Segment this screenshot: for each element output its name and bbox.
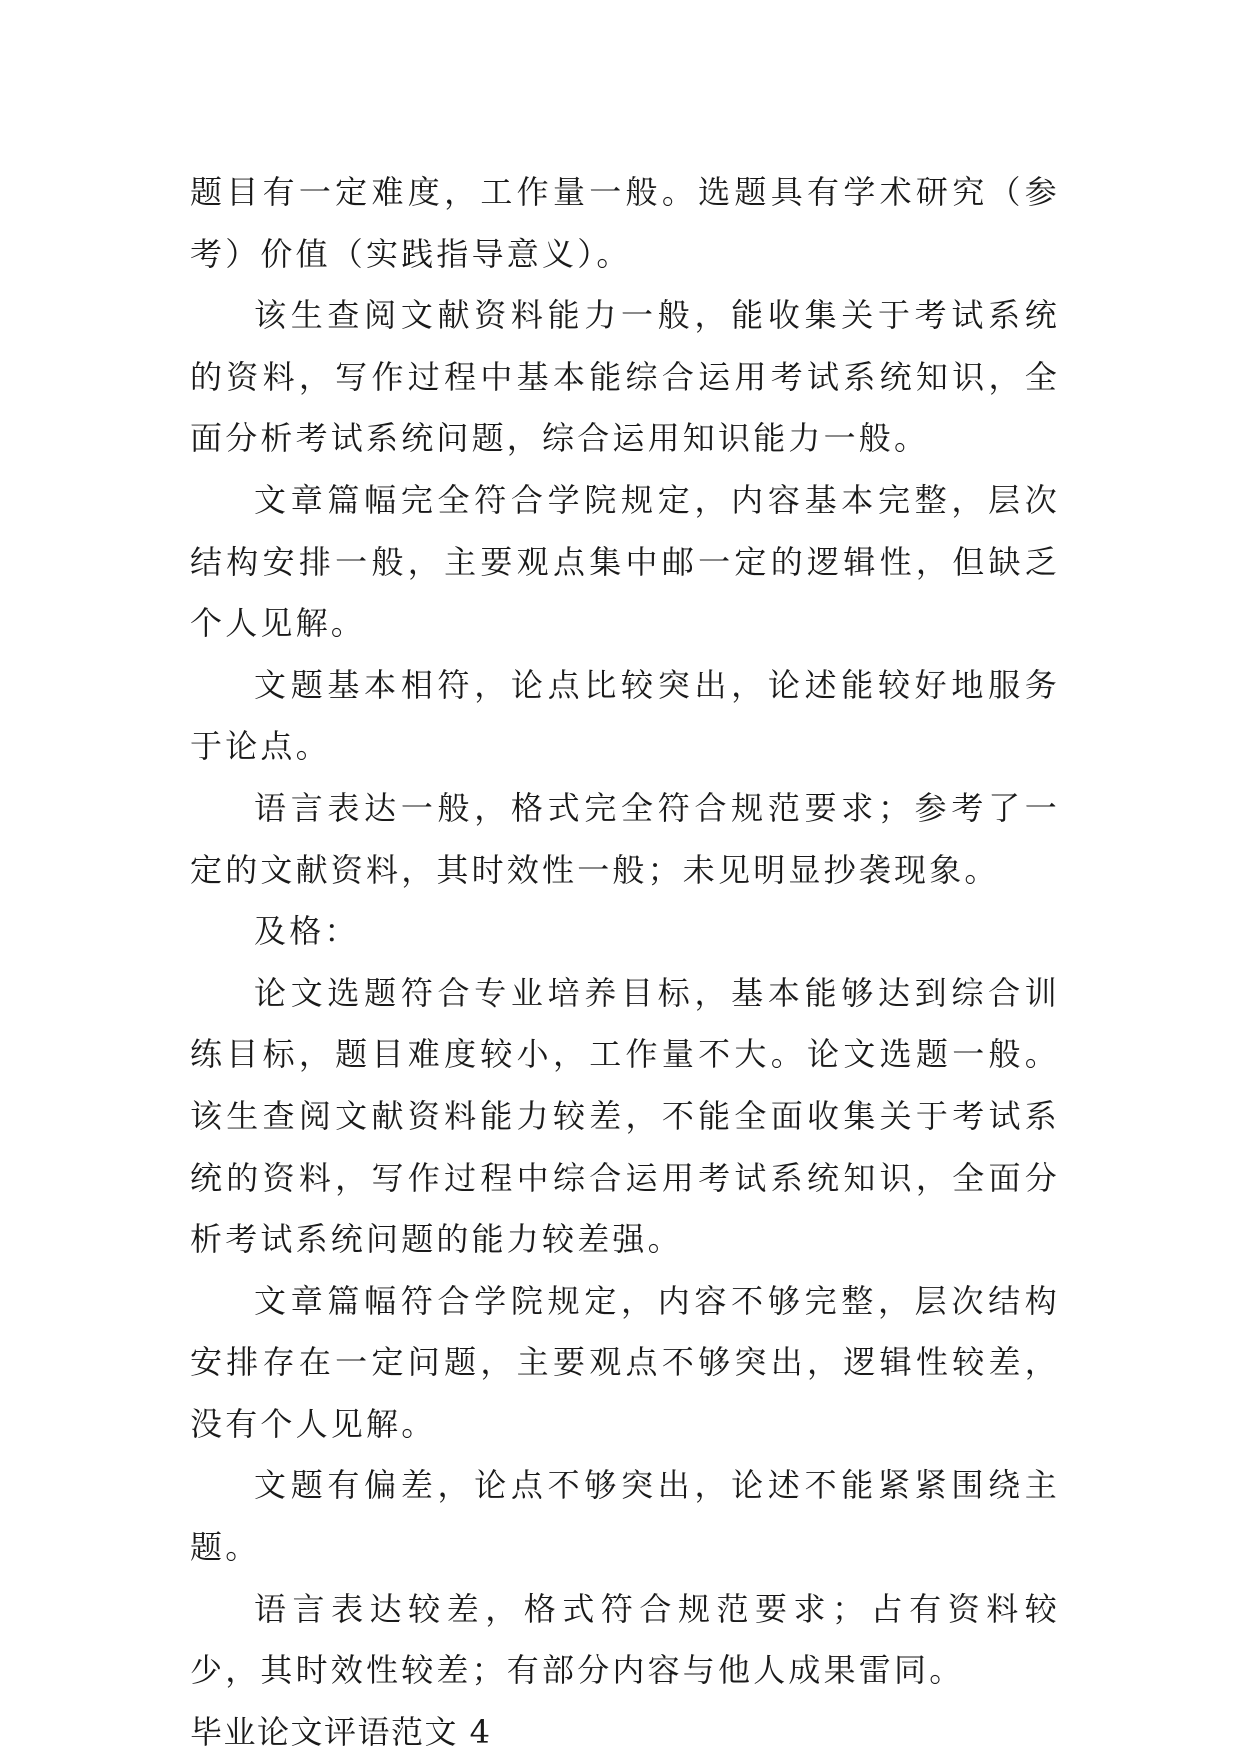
paragraph-continuation: 题目有一定难度，工作量一般。选题具有学术研究（参考）价值（实践指导意义）。 — [190, 173, 1060, 273]
paragraph-pass-language: 语言表达较差，格式符合规范要求；占有资料较少，其时效性较差；有部分内容与他人成果雷同。 — [190, 1589, 1060, 1690]
paragraph-literature-ability: 该生查阅文献资料能力一般，能收集关于考试系统的资料，写作过程中基本能综合运用考试系统知识，全面分析考试系统问题，综合运用知识能力一般。 — [190, 296, 1060, 458]
paragraph-language: 语言表达一般，格式完全符合规范要求；参考了一定的文献资料，其时效性一般；未见明显抄袭现象。 — [190, 788, 1060, 889]
grade-label-pass: 及格： — [254, 912, 360, 951]
paragraph-pass-structure: 文章篇幅符合学院规定，内容不够完整，层次结构安排存在一定问题，主要观点不够突出，逻辑性较差，没有个人见解。 — [190, 1281, 1060, 1443]
paragraph-topic-match: 文题基本相符，论点比较突出，论述能较好地服务于论点。 — [190, 665, 1060, 766]
paragraph-pass-topic-deviation: 文题有偏差，论点不够突出，论述不能紧紧围绕主题。 — [190, 1466, 1060, 1567]
document-body — [190, 162, 1060, 1763]
paragraph-structure: 文章篇幅完全符合学院规定，内容基本完整，层次结构安排一般，主要观点集中邮一定的逻辑性，但缺乏个人见解。 — [190, 480, 1060, 643]
section-heading: 毕业论文评语范文 4 — [190, 1712, 492, 1751]
paragraph-pass-topic: 论文选题符合专业培养目标，基本能够达到综合训练目标，题目难度较小，工作量不大。论文选题一般。该生查阅文献资料能力较差，不能全面收集关于考试系统的资料，写作过程中综合运用考试系统知识，全面分析考试系统问题的能力较差强。 — [190, 973, 1060, 1259]
